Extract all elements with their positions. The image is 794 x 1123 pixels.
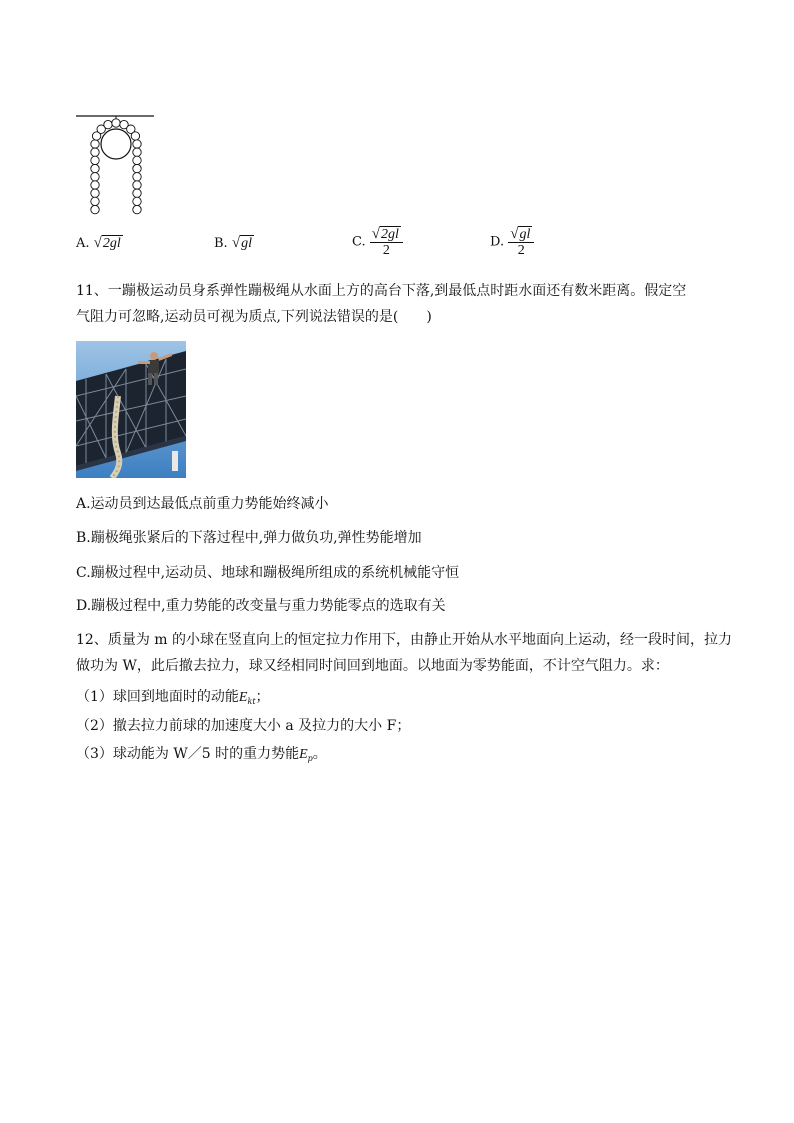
- chain-bead: [91, 148, 99, 156]
- chain-bead: [133, 156, 141, 164]
- q10-option-b: B. √ gl: [214, 235, 252, 251]
- chain-bead: [104, 120, 112, 128]
- q12-stem-line2: 做功为 W，此后撤去拉力，球又经相同时间回到地面。以地面为零势能面，不计空气阻力。求：: [76, 658, 669, 674]
- q11-stem-line2: 气阻力可忽略,运动员可视为质点,下列说法错误的是( ): [76, 309, 432, 325]
- q11-option-c: C.蹦极过程中,运动员、地球和蹦极绳所组成的系统机械能守恒: [76, 565, 460, 581]
- chain-bead: [133, 173, 141, 181]
- chain-bead: [133, 205, 141, 213]
- chain-bead: [133, 148, 141, 156]
- q11-stem-line1: 11、一蹦极运动员身系弹性蹦极绳从水面上方的高台下落,到最低点时距水面还有数米距离。假定空: [76, 283, 687, 299]
- chain-bead: [91, 164, 99, 172]
- bungee-photo: [76, 341, 186, 478]
- chain-bead: [133, 181, 141, 189]
- chain-bead: [91, 189, 99, 197]
- chain-bead: [112, 119, 120, 127]
- chain-bead: [133, 189, 141, 197]
- chain-bead: [91, 197, 99, 205]
- chain-bead: [91, 156, 99, 164]
- chain-bead: [133, 164, 141, 172]
- q11-option-a: A.运动员到达最低点前重力势能始终减小: [76, 496, 329, 512]
- q12-stem-line1: 12、质量为 m 的小球在竖直向上的恒定拉力作用下，由静止开始从水平地面向上运动，经一段时间，拉力: [76, 632, 732, 648]
- q10-option-c: C. √ 2gl 2: [352, 226, 403, 259]
- q11-option-b: B.蹦极绳张紧后的下落过程中,弹力做负功,弹性势能增加: [76, 530, 422, 546]
- chain-bead: [91, 205, 99, 213]
- chain-bead: [91, 140, 99, 148]
- chain-bead: [91, 181, 99, 189]
- q11-option-d: D.蹦极过程中,重力势能的改变量与重力势能零点的选取有关: [76, 598, 446, 614]
- q12-sub3: （3）球动能为 W／5 时的重力势能$E_p$。: [76, 746, 327, 763]
- q12-sub1: （1）球回到地面时的动能$E_{kt}$；: [76, 689, 270, 706]
- chain-pulley-figure: [76, 112, 158, 216]
- q12-sub2: （2）撤去拉力前球的加速度大小 a 及拉力的大小 F；: [76, 718, 411, 734]
- q10-option-a: A. √ 2gl: [76, 235, 121, 251]
- chain-bead: [91, 173, 99, 181]
- chain-bead: [131, 132, 139, 140]
- chain-bead: [133, 197, 141, 205]
- chain-bead: [133, 140, 141, 148]
- q10-option-d: D. √ gl 2: [490, 226, 534, 259]
